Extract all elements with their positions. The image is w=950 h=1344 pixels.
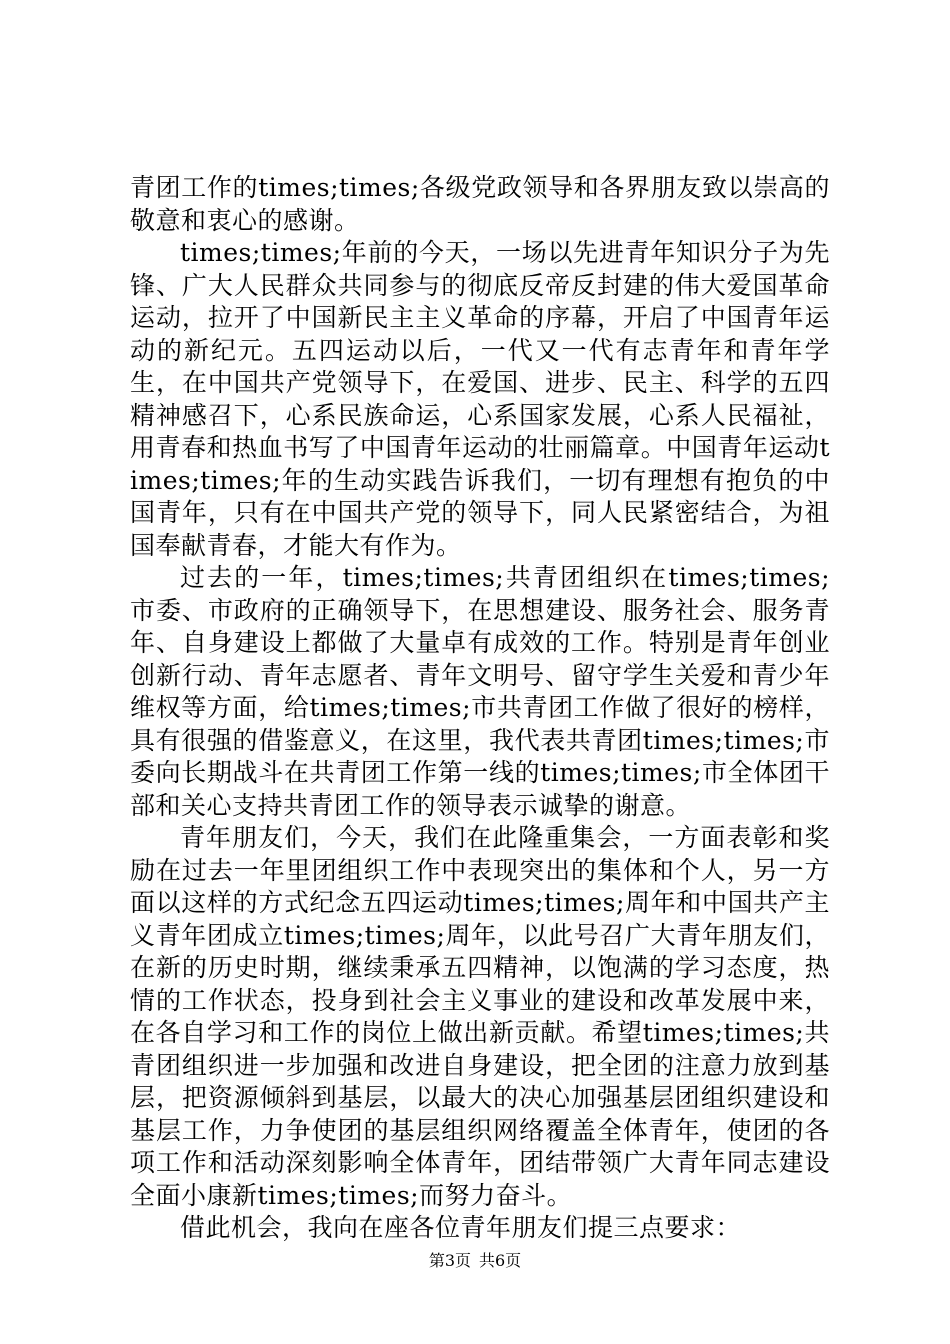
paragraph-requirements-intro: 借此机会，我向在座各位青年朋友们提三点要求： <box>180 1213 742 1242</box>
paragraph-continuation: 青团工作的times;times;各级党政领导和各界朋友致以崇高的敬意和衷心的感谢。 <box>130 173 830 235</box>
page-footer <box>0 1251 950 1271</box>
document-body <box>130 172 830 1245</box>
page-number: 第3页 <box>428 1251 471 1270</box>
paragraph-commemoration: 青年朋友们，今天，我们在此隆重集会，一方面表彰和奖励在过去一年里团组织工作中表现突出的集体和个人，另一方面以这样的方式纪念五四运动times;times;周年和中国共产主义青年团成立times;times;周年，以此号召广大青年朋友们，在新的历史时期，继续秉承五四精神，以饱满的学习态度，热情的工作状态，投身到社会主义事业的建设和改革发展中来，在各自学习和工作的岗位上做出新贡献。希望times;times;共青团组织进一步加强和改进自身建设，把全团的注意力放到基层，把资源倾斜到基层，以最大的决心加强基层团组织建设和基层工作，力争使团的基层组织网络覆盖全体青年，使团的各项工作和活动深刻影响全体青年，团结带领广大青年同志建设全面小康新times;times;而努力奋斗。 <box>130 823 830 1210</box>
page-total: 共6页 <box>479 1251 522 1270</box>
paragraph-may-fourth-history: times;times;年前的今天，一场以先进青年知识分子为先锋、广大人民群众共同参与的彻底反帝反封建的伟大爱国革命运动，拉开了中国新民主主义革命的序幕，开启了中国青年运动的新纪元。五四运动以后，一代又一代有志青年和青年学生，在中国共产党领导下，在爱国、进步、民主、科学的五四精神感召下，心系民族命运，心系国家发展，心系人民福祉，用青春和热血书写了中国青年运动的壮丽篇章。中国青年运动times;times;年的生动实践告诉我们，一切有理想有抱负的中国青年，只有在中国共产党的领导下，同人民紧密结合，为祖国奉献青春，才能大有作为。 <box>130 238 830 560</box>
paragraph-past-year-work: 过去的一年，times;times;共青团组织在times;times;市委、市政府的正确领导下，在思想建设、服务社会、服务青年、自身建设上都做了大量卓有成效的工作。特别是青年创业创新行动、青年志愿者、青年文明号、留守学生关爱和青少年维权等方面，给times;times;市共青团工作做了很好的榜样，具有很强的借鉴意义，在这里，我代表共青团times;times;市委向长期战斗在共青团工作第一线的times;times;市全体团干部和关心支持共青团工作的领导表示诚挚的谢意。 <box>130 563 830 820</box>
